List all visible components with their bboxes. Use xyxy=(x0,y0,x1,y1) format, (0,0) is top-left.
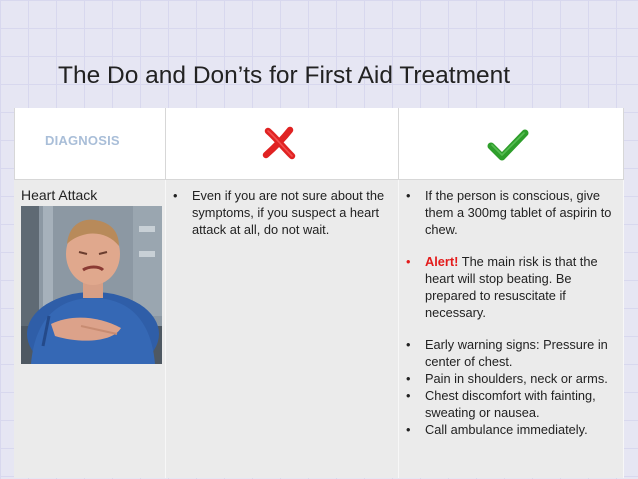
do-cell xyxy=(399,180,624,478)
do-item: • If the person is conscious, give them a 300mg tablet of aspirin to chew. xyxy=(405,187,619,238)
red-x-icon xyxy=(261,125,297,161)
do-item: • Call ambulance immediately. xyxy=(405,421,619,438)
dont-list xyxy=(172,187,394,238)
do-item: • Early warning signs: Pressure in center of chest. xyxy=(405,336,619,370)
alert-item xyxy=(405,253,619,321)
dont-item: • Even if you are not sure about the symptoms, if you suspect a heart attack at all, do not wait. xyxy=(172,187,394,238)
do-item: • Pain in shoulders, neck or arms. xyxy=(405,370,619,387)
dont-header-cell xyxy=(166,108,399,180)
do-header-cell xyxy=(399,108,624,180)
condition-label: Heart Attack xyxy=(21,187,98,203)
alert-text: The main risk is that the heart will stop beating. Be prepared to resuscitate if necessary. xyxy=(425,254,598,320)
alert-label: Alert! xyxy=(425,254,459,269)
do-item: • Chest discomfort with fainting, sweating or nausea. xyxy=(405,387,619,421)
page-title: The Do and Don’ts for First Aid Treatment xyxy=(58,62,511,89)
green-check-icon xyxy=(487,128,529,162)
do-list xyxy=(405,187,619,438)
first-aid-table xyxy=(14,108,624,478)
diagnosis-label: DIAGNOSIS xyxy=(45,133,120,148)
dont-cell xyxy=(166,180,399,478)
condition-cell xyxy=(14,180,166,478)
diagnosis-header-cell xyxy=(14,108,166,180)
heart-attack-photo xyxy=(21,206,162,364)
